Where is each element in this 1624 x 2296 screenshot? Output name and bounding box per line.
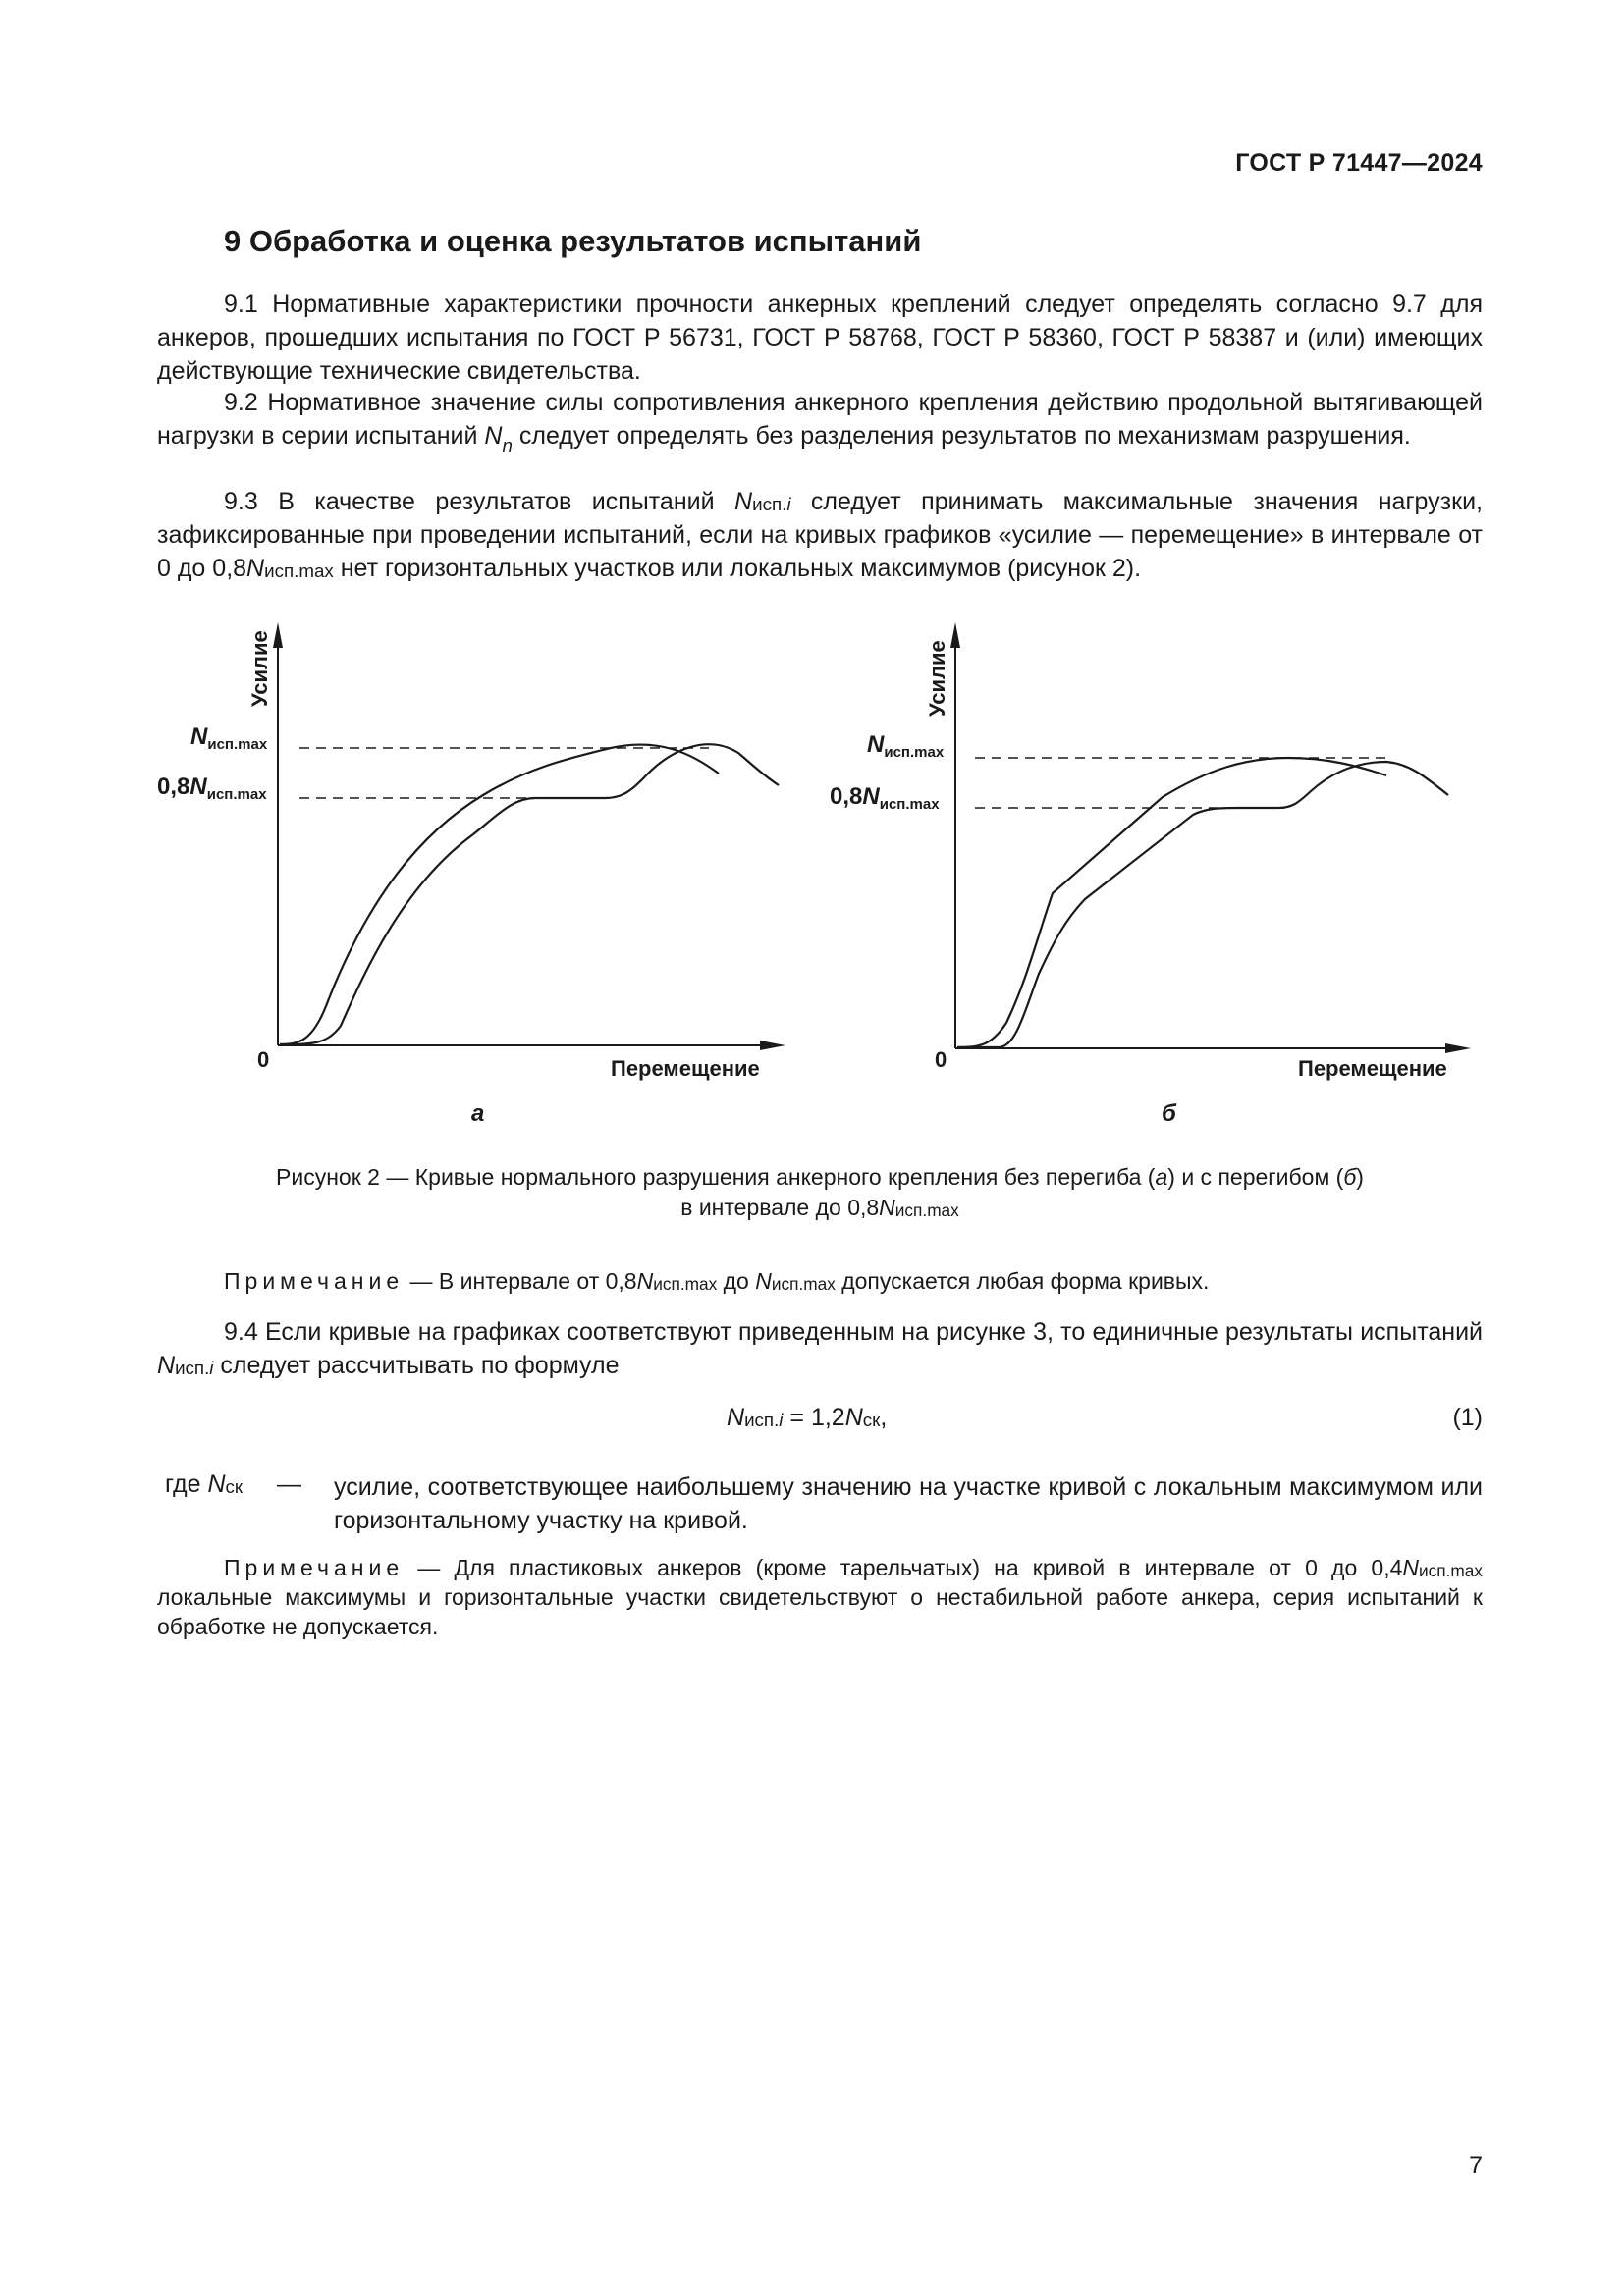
plot-b-n08-label: $0,8N_{исп.max}$ [830, 783, 940, 813]
p93-symbol-1: N [734, 488, 753, 515]
p93-symbol-2: N [246, 555, 265, 582]
plot-b-y-arrow [950, 622, 960, 648]
caption-line-2: в интервале до $0,8N_{исп.max}$ [680, 1195, 959, 1220]
paragraph-9-2 [157, 386, 1483, 453]
caption-line-1: Рисунок 2 — Кривые нормального разрушения анкерного крепления без перегиба (а) и с перегибом (б) [276, 1164, 1364, 1190]
formula-1: $N_{исп.i} = 1,2N_{ск}$, [727, 1404, 888, 1431]
plot-a-n08-label: $0,8N_{исп.max}$ [157, 774, 267, 803]
section-title: 9 Обработка и оценка результатов испытаний [224, 224, 922, 258]
p93-sub-1: исп. [752, 493, 787, 514]
note-2: Примечание — Для пластиковых анкеров (кроме тарельчатых) на кривой в интервале от 0 до $0,4N_{исп.max}$ локальные максимумы и горизонтальные участки свидетельствуют о нестабильной работе анкера, серия испытаний к обработке не допускается. [157, 1555, 1483, 1639]
figure-2 [147, 609, 1502, 1139]
where-key: где $N_{ск}$ [165, 1470, 244, 1498]
document-code: ГОСТ Р 71447—2024 [1235, 149, 1483, 177]
paragraph-9-3 [157, 485, 1483, 585]
note-1: Примечание — В интервале от $0,8N_{исп.max}$ до $N_{исп.max}$ допускается любая форма кривых. [224, 1268, 1210, 1294]
p93-text-c: нет горизонтальных участков или локальных максимумов (рисунок 2). [333, 555, 1142, 582]
plot-b-curve-1 [957, 758, 1386, 1047]
plot-a-nmax-label: $N_{исп.max}$ [190, 723, 268, 753]
equation-number: (1) [1452, 1404, 1483, 1431]
p93-sub-2: исп.max [264, 560, 334, 581]
plot-b-curve-2 [957, 762, 1448, 1047]
p92-text-a: 9.2 Нормативное значение силы сопротивления анкерного крепления действию продольной вытягивающей нагрузки в серии испытаний [157, 389, 1483, 450]
panel-a-label: а [471, 1100, 485, 1127]
where-description: усилие, соответствующее наибольшему значению на участке кривой с локальным максимумом или горизонтальному участку на кривой. [334, 1473, 1483, 1534]
note-1-label: Примечание [224, 1268, 405, 1294]
figure-caption [157, 1162, 1483, 1223]
plot-a [273, 622, 785, 1050]
page-number: 7 [1469, 2152, 1483, 2179]
p91-text: 9.1 Нормативные характеристики прочности анкерных креплений следует определять согласно 9.7 для анкеров, прошедших испытания по ГОСТ Р 56731, ГОСТ Р 58768, ГОСТ Р 58360, ГОСТ Р 58387 и (или) имеющих действующие технические свидетельства. [157, 291, 1483, 385]
plot-a-curve-1 [280, 745, 719, 1044]
plot-b-origin: 0 [935, 1047, 947, 1072]
panel-b-label: б [1162, 1100, 1176, 1127]
plot-a-curve-2 [280, 744, 779, 1044]
plot-b-x-label: Перемещение [1298, 1056, 1447, 1081]
where-dash: — [277, 1470, 301, 1498]
p93-text-a: 9.3 В качестве результатов испытаний [224, 488, 735, 515]
p92-text-b: следует определять без разделения результатов по механизмам разрушения. [512, 422, 1411, 450]
plot-b-nmax-label: $N_{исп.max}$ [867, 731, 945, 761]
plot-b-x-arrow [1445, 1043, 1471, 1053]
paragraph-9-4: 9.4 Если кривые на графиках соответствуют приведенным на рисунке 3, то единичные результаты испытаний $N_{исп.i}$ следует рассчитывать по формуле [157, 1318, 1483, 1379]
plot-a-origin: 0 [257, 1047, 270, 1072]
p93-sub-1-i: i [786, 493, 791, 514]
p92-symbol: N [484, 422, 503, 450]
plot-a-y-arrow [273, 622, 283, 648]
plot-b [950, 622, 1471, 1053]
note-2-label: Примечание [224, 1555, 405, 1580]
plot-a-y-label: Усилие [247, 630, 272, 707]
plot-a-x-arrow [760, 1041, 785, 1050]
plot-a-x-label: Перемещение [611, 1056, 760, 1081]
paragraph-9-1 [157, 288, 1483, 388]
p92-subscript: n [502, 434, 513, 455]
p93-text-b: следует принимать максимальные значения нагрузки, зафиксированные при проведении испытаний, если на кривых графиков «усилие — перемещение» в интервале от 0 до 0,8 [157, 488, 1483, 582]
plot-b-y-label: Усилие [925, 640, 949, 717]
